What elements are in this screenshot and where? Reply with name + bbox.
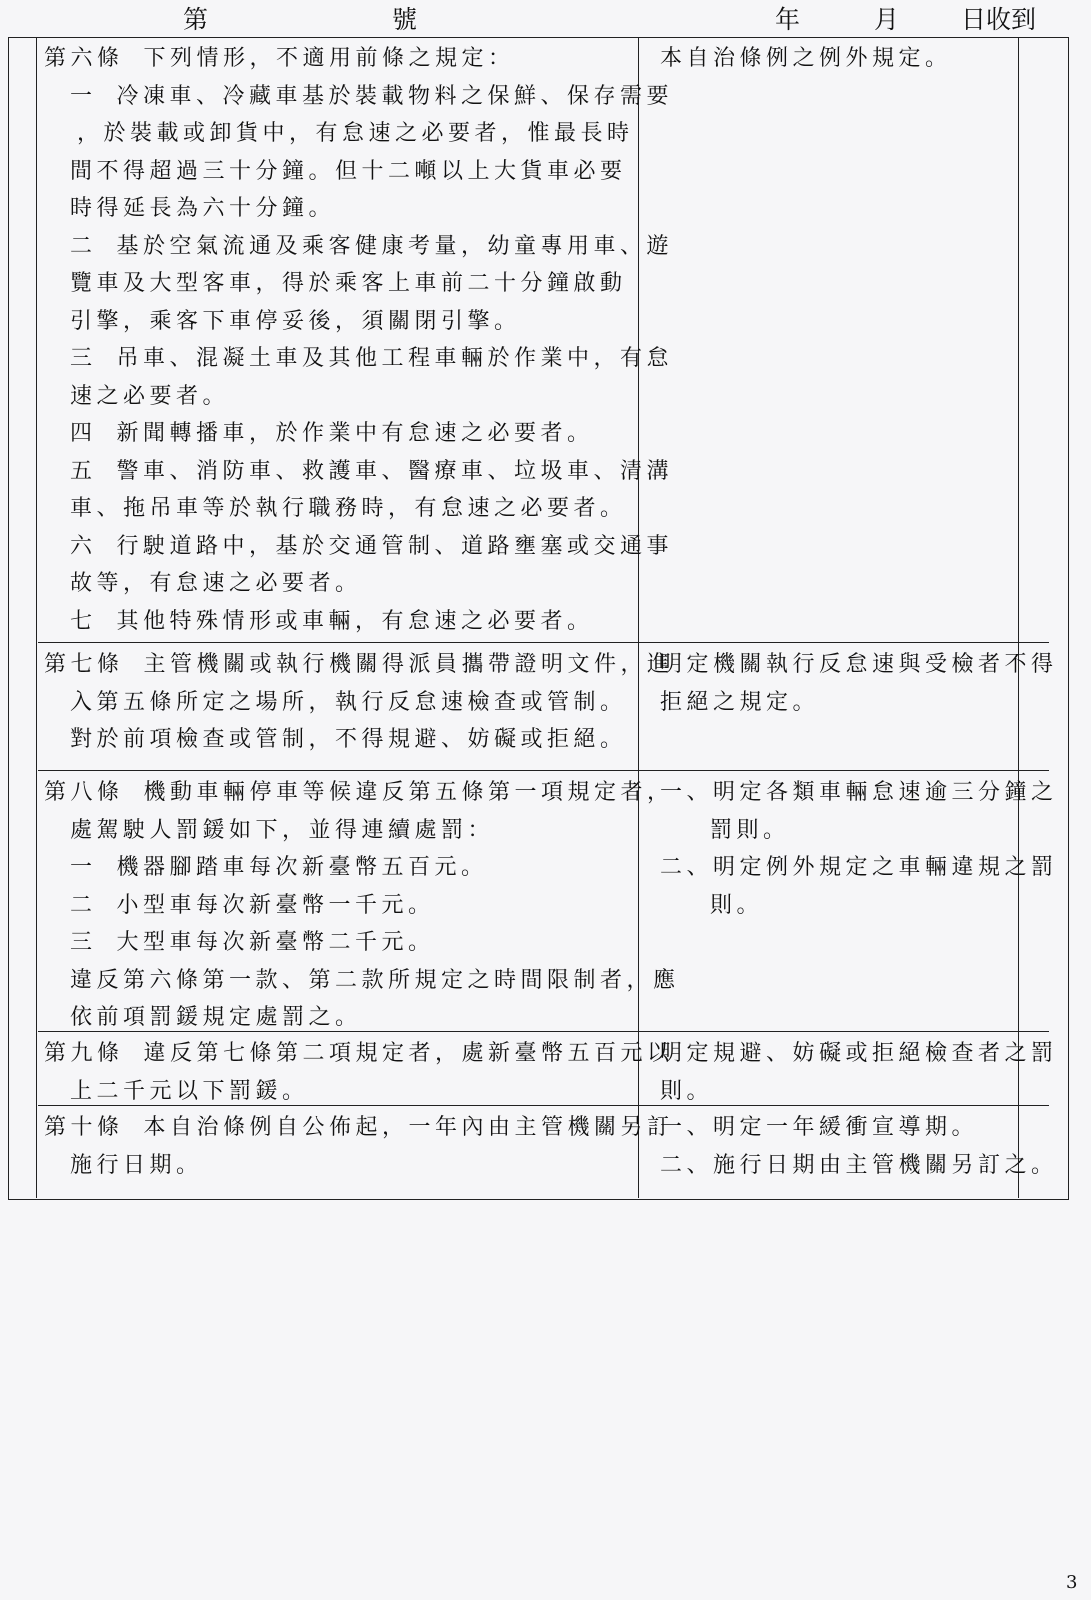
article-row-8 (38, 772, 1058, 1031)
page-number: 3 (1066, 1572, 1078, 1593)
item-text: 其他特殊情形或車輛，有怠速之必要者。 (116, 608, 594, 634)
header-yue: 月 (874, 5, 900, 34)
list-item (44, 415, 674, 453)
article-row-9 (38, 1033, 1058, 1105)
note-item-text: 明定各類車輛怠速逾三分鐘之 (713, 780, 1058, 805)
article-line: 依前項罰鍰規定處罰之。 (70, 1005, 362, 1030)
list-item (44, 603, 674, 641)
list-item (44, 924, 674, 962)
article-title: 第七條 (44, 652, 124, 677)
item-number: 一 (70, 83, 97, 109)
item-number: 四 (70, 421, 97, 446)
item-number: 一 (70, 855, 97, 880)
article-line: 上二千元以下罰鍰。 (70, 1078, 309, 1104)
item-text: 新聞轉播車，於作業中有怠速之必要者。 (116, 421, 594, 446)
note-line: 明定機關執行反怠速與受檢者不得 (660, 652, 1058, 677)
article-lead: 主管機關或執行機關得派員攜帶證明文件，進 (143, 652, 674, 677)
list-item-continuation: 故等，有怠速之必要者。 (70, 571, 362, 596)
list-item (44, 340, 674, 378)
list-item-continuation: 引擎，乘客下車停妥後，須關閉引擎。 (70, 308, 521, 334)
note-item (660, 849, 1058, 887)
note-line: 一、明定一年緩衝宣導期。 (660, 1115, 979, 1140)
explanation-text (660, 1035, 1058, 1110)
article-lead: 本自治條例自公佈起，一年內由主管機關另訂 (143, 1115, 674, 1140)
item-number: 三 (70, 930, 97, 955)
explanation-text (660, 40, 1046, 78)
article-line: 處駕駛人罰鍰如下，並得連續處罰： (70, 817, 495, 843)
article-title: 第十條 (44, 1115, 124, 1140)
item-number: 三 (70, 346, 97, 371)
note-item-number: 一、 (660, 780, 714, 805)
article-title: 第八條 (44, 780, 124, 805)
article-row-7 (38, 644, 1058, 770)
list-item (44, 228, 674, 266)
explanation-text (660, 646, 1058, 721)
explanation-text (660, 774, 1058, 924)
list-item (44, 887, 674, 925)
note-line: 則。 (660, 1078, 714, 1104)
article-title: 第九條 (44, 1041, 124, 1066)
article-lead: 下列情形，不適用前條之規定： (143, 46, 515, 71)
header-di: 第 (183, 5, 209, 34)
article-text (44, 40, 674, 640)
header-nian: 年 (775, 5, 801, 34)
article-lead: 違反第七條第二項規定者，處新臺幣五百元以 (143, 1041, 674, 1066)
article-heading (44, 774, 674, 812)
list-item-continuation: 時得延長為六十分鐘。 (70, 196, 336, 221)
list-item-continuation: 間不得超過三十分鐘。但十二噸以上大貨車必要 (70, 158, 627, 184)
article-text (44, 1035, 674, 1110)
note-item (660, 774, 1058, 812)
item-text: 基於空氣流通及乘客健康考量，幼童專用車、遊 (116, 233, 674, 259)
note-item-text: 明定例外規定之車輛違規之罰 (713, 855, 1058, 880)
article-lead: 機動車輛停車等候違反第五條第一項規定者， (143, 780, 674, 805)
list-item (44, 78, 674, 116)
article-line: 入第五條所定之場所，執行反怠速檢查或管制。 (70, 689, 627, 715)
article-line: 施行日期。 (70, 1152, 203, 1178)
article-text (44, 1109, 674, 1184)
list-item-continuation: 車、拖吊車等於執行職務時，有怠速之必要者。 (70, 496, 627, 521)
item-number: 二 (70, 233, 97, 259)
item-number: 七 (70, 608, 97, 634)
note-line: 二、施行日期由主管機關另訂之。 (660, 1152, 1058, 1178)
article-row-6 (38, 38, 1049, 642)
row-divider (38, 642, 1049, 643)
article-heading (44, 646, 674, 684)
article-text (44, 646, 674, 759)
article-row-10 (38, 1107, 1058, 1197)
header-hao: 號 (392, 5, 418, 34)
item-number: 五 (70, 458, 97, 484)
note-line: 本自治條例之例外規定。 (660, 46, 952, 71)
item-text: 吊車、混凝土車及其他工程車輛於作業中，有怠 (116, 346, 674, 371)
list-item (44, 528, 674, 566)
note-line: 拒絕之規定。 (660, 689, 820, 715)
item-text: 機器腳踏車每次新臺幣五百元。 (116, 855, 488, 880)
item-number: 二 (70, 892, 97, 918)
item-text: 警車、消防車、救護車、醫療車、垃圾車、清溝 (116, 458, 674, 484)
note-item-continuation: 則。 (710, 892, 764, 918)
list-item-continuation: 速之必要者。 (70, 383, 230, 409)
explanation-text (660, 1109, 1058, 1184)
note-item-continuation: 罰則。 (710, 817, 790, 843)
item-number: 六 (70, 533, 97, 559)
article-text (44, 774, 680, 1037)
list-item-continuation: 覽車及大型客車，得於乘客上車前二十分鐘啟動 (70, 271, 627, 296)
row-divider (38, 770, 1049, 771)
list-item-continuation: ，於裝載或卸貨中，有怠速之必要者，惟最長時 (77, 121, 634, 146)
item-text: 行駛道路中，基於交通管制、道路壅塞或交通事 (116, 533, 674, 559)
regulation-table (8, 37, 1069, 1200)
list-item (44, 849, 674, 887)
article-heading (44, 40, 674, 78)
article-line: 對於前項檢查或管制，不得規避、妨礙或拒絕。 (70, 727, 627, 752)
list-item (44, 453, 674, 491)
article-heading (44, 1035, 674, 1073)
item-text: 冷凍車、冷藏車基於裝載物料之保鮮、保存需要 (116, 83, 674, 109)
item-text: 小型車每次新臺幣一千元。 (116, 892, 435, 918)
header-ri-shou-dao: 日收到 (961, 5, 1037, 34)
item-text: 大型車每次新臺幣二千元。 (116, 930, 435, 955)
article-line: 違反第六條第一款、第二款所規定之時間限制者，應 (70, 967, 680, 993)
note-line: 明定規避、妨礙或拒絕檢查者之罰 (660, 1041, 1058, 1066)
column-divider-left (36, 38, 37, 1198)
article-title: 第六條 (44, 46, 124, 71)
note-item-number: 二、 (660, 855, 714, 880)
article-heading (44, 1109, 674, 1147)
